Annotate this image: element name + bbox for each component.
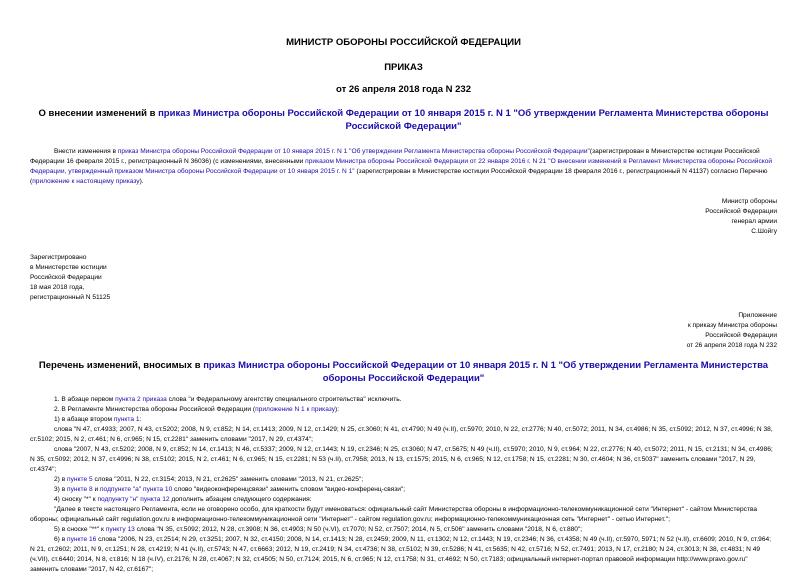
item-link[interactable]: подпункте "а" пункта 10 [99,486,173,493]
item-link[interactable]: пункта 1 [113,416,140,423]
item-link[interactable]: пункте 16 [67,536,97,543]
registration-block [30,253,777,303]
intro-text-3: (зарегистрирован в Министерстве юстиции Российской Федерации 18 февраля 2016 г., регистрационный N 41137) согласно Перечню ( [30,168,768,185]
list-title [30,359,777,385]
signature-line: Российской Федерации [705,208,777,215]
item-link[interactable]: приложение N 1 к приказу [255,406,336,413]
item-link[interactable]: пункту 13 [105,526,135,533]
annex-line: Российской Федерации [705,332,777,339]
list-item: 2. В Регламенте Министерства обороны Российской Федерации (приложение N 1 к приказу): [54,406,340,413]
intro-text-2: (зарегистрирован в Министерстве юстиции Российской Федерации 16 февраля 2015 г., регистрационный N 36036) (с изменениями, внесенными [30,148,760,165]
list-item: 1) в абзаце втором пункта 1: [54,416,142,423]
document-title [30,107,777,133]
annex-line: от 26 апреля 2018 года N 232 [686,342,777,349]
list-item: слова "N 47, ст.4933; 2007, N 43, ст.5202; 2008, N 9, ст.852; N 14, ст.1413; 2009, N 12, ст.1429; N 25, ст.3060; N 41, ст.4790; N 49 (ч.II), ст.5970; 2010, N 22, ст.2776; N 40, ст.5072; 2011, N 34, ст.4986; N 35, ст.5092; 2012, N 37, ст.4996; N 38, ст.5102; 2015, N 2, ст.461; N 6, ст.965; N 15, ст.2281" заменить словами "2017, N 29, ст.4374"; [30,426,773,443]
title-prefix: О внесении изменений в [38,108,159,119]
intro-annex-link[interactable]: приложение к настоящему приказу [32,178,140,185]
signature-line: генерал армии [731,218,777,225]
item-link[interactable]: пункта 2 приказа [115,396,167,403]
signature-line: С.Шойгу [751,228,777,235]
list-title-order-link[interactable]: приказ Министра обороны Российской Федерации от 10 января 2015 г. N 1 "Об утверждении Регламента Министерства обороны Российской Федерации" [203,360,769,384]
intro-order-link[interactable]: приказ Министра обороны Российской Федерации от 10 января 2015 г. N 1 "Об утверждении Регламента Министерства обороны Российской Федерации" [117,148,590,155]
list-item: слова "2007, N 43, ст.5202; 2008, N 9, ст.852; N 14, ст.1413; N 46, ст.5337; 2009, N 12, ст.1443; N 19, ст.2346; N 25, ст.3060; N 47, ст.5675; N 49 (ч.II), ст.5970; 2010, N 9, ст.964; N 22, ст.2776; N 40, ст.5072; 2011, N 15, ст.2131; N 34, ст.4986; N 35, ст.5092; 2012, N 37, ст.4996; N 38, ст.5102; 2015, N 2, ст.461; N 6, ст.965; N 15, ст.2281; N 53 (ч.II), ст.7958; 2013, N 13, ст.1575; 2015, N 6, ст.965; N 12, ст.1758; N 15, ст.2281; N 30, ст.4604; N 36, ст.5037" заменить словами "2017, N 29, ст.4374"; [30,446,773,473]
registration-line: в Министерстве юстиции [30,264,107,271]
registration-line: регистрационный N 51125 [30,294,111,301]
signature-block [30,197,777,237]
registration-line: Российской Федерации [30,274,102,281]
title-order-link[interactable]: приказ Министра обороны Российской Федерации от 10 января 2015 г. N 1 "Об утверждении Регламента Министерства обороны Российской Федерации" [158,108,769,132]
annex-block [30,311,777,351]
list-item: 5) в сноске "**" к пункту 13 слова "N 35, ст.5092; 2012, N 28, ст.3908; N 36, ст.4903; N 50 (ч.VI), ст.7070; N 52, ст.7507; 2014, N 5, ст.506" заменить словами "2018, N 6, ст.880"; [54,526,583,533]
document-date-number: от 26 апреля 2018 года N 232 [336,84,471,95]
annex-line: к приказу Министра обороны [687,322,777,329]
signature-line: Министр обороны [721,198,777,205]
registration-line: 18 мая 2018 года, [30,284,85,291]
intro-text-4: ). [139,178,144,185]
annex-line: Приложение [738,312,777,319]
item-link[interactable]: пункте 5 [67,476,93,483]
item-link[interactable]: пункта 12 [140,496,170,503]
changes-list [30,395,777,575]
list-item: 3) в пункте 8 и подпункте "а" пункта 10 слово "видеоконференцсвязи" заменить словом "видео-конференц-связи"; [54,486,406,493]
list-item: 6) в пункте 16 слова "2006, N 23, ст.2514; N 29, ст.3251; 2007, N 32, ст.4150; 2008, N 14, ст.1413; N 28, ст.2459; 2009, N 11, ст.1302; N 12, ст.1443; N 19, ст.2346; N 36, ст.4358; N 49 (ч.II), ст.5970, 5971; N 52 (ч.II), ст.6609; 2010, N 9, ст.964; N 21, ст.2602; 2011, N 9, ст.1251; N 28, ст.4219; N 41 (ч.II), ст.5743; N 47, ст.6663; 2012, N 19, ст.2419; N 34, ст.4736; N 38, ст.5102; N 39, ст.5286; N 41, ст.5635; N 42, ст.5716; N 52, ст.7491; 2013, N 17, ст.2180; N 24, ст.3013; N 38, ст.4831; N 49 (ч.VII), ст.6440; 2014, N 8, ст.816; N 18 (ч.IV), ст.2176; N 28, ст.4067; N 32, ст.4505; N 50, ст.7124; 2015, N 6, ст.965; N 12, ст.1758; N 31, ст.4692; N 50, ст.7183; официальный интернет-портал правовой информации http://www.pravo.gov.ru" заменить словами "2017, N 42, ст.6167"; [30,536,772,573]
item-link[interactable]: пункте 8 [67,486,93,493]
list-item: 2) в пункте 5 слова "2011, N 22, ст.3154; 2013, N 21, ст.2625" заменить словами "2013, N 21, ст.2625"; [54,476,364,483]
list-title-prefix: Перечень изменений, вносимых в [38,360,204,371]
list-item: "Далее в тексте настоящего Регламента, если не оговорено особо, для краткости будут именоваться: официальный сайт Министерства обороны в информационно-телекоммуникационной сети "Интернет" - сайтом Министерства обороны; официальный сайт regulation.gov.ru в информационно-телекоммуникационной сети "Интернет" - сайтом regulation.gov.ru; информационно-телекоммуникационная сеть "Интернет" - сетью Интернет."; [30,506,758,523]
intro-text-1: Внести изменения в [54,148,118,155]
list-item: 4) сноску "*" к подпункту "н" пункта 12 дополнить абзацем следующего содержания: [54,496,312,503]
item-link[interactable]: подпункту "н" [97,496,139,503]
ministry-heading: МИНИСТР ОБОРОНЫ РОССИЙСКОЙ ФЕДЕРАЦИИ [286,37,521,48]
list-item: 1. В абзаце первом пункта 2 приказа слова "и Федеральному агентству специального строительства" исключить. [54,396,402,403]
document-type: ПРИКАЗ [384,62,423,73]
intro-paragraph [30,147,777,187]
registration-line: Зарегистрировано [30,254,87,261]
intro-amending-order-link[interactable]: приказом Министра обороны Российской Федерации от 22 января 2016 г. N 21 "О внесении изменений в Регламент Министерства обороны Российской Федерации, утвержденный приказом Министра обороны Российской Федерации от 10 января 2015 г. N 1" [30,158,773,175]
